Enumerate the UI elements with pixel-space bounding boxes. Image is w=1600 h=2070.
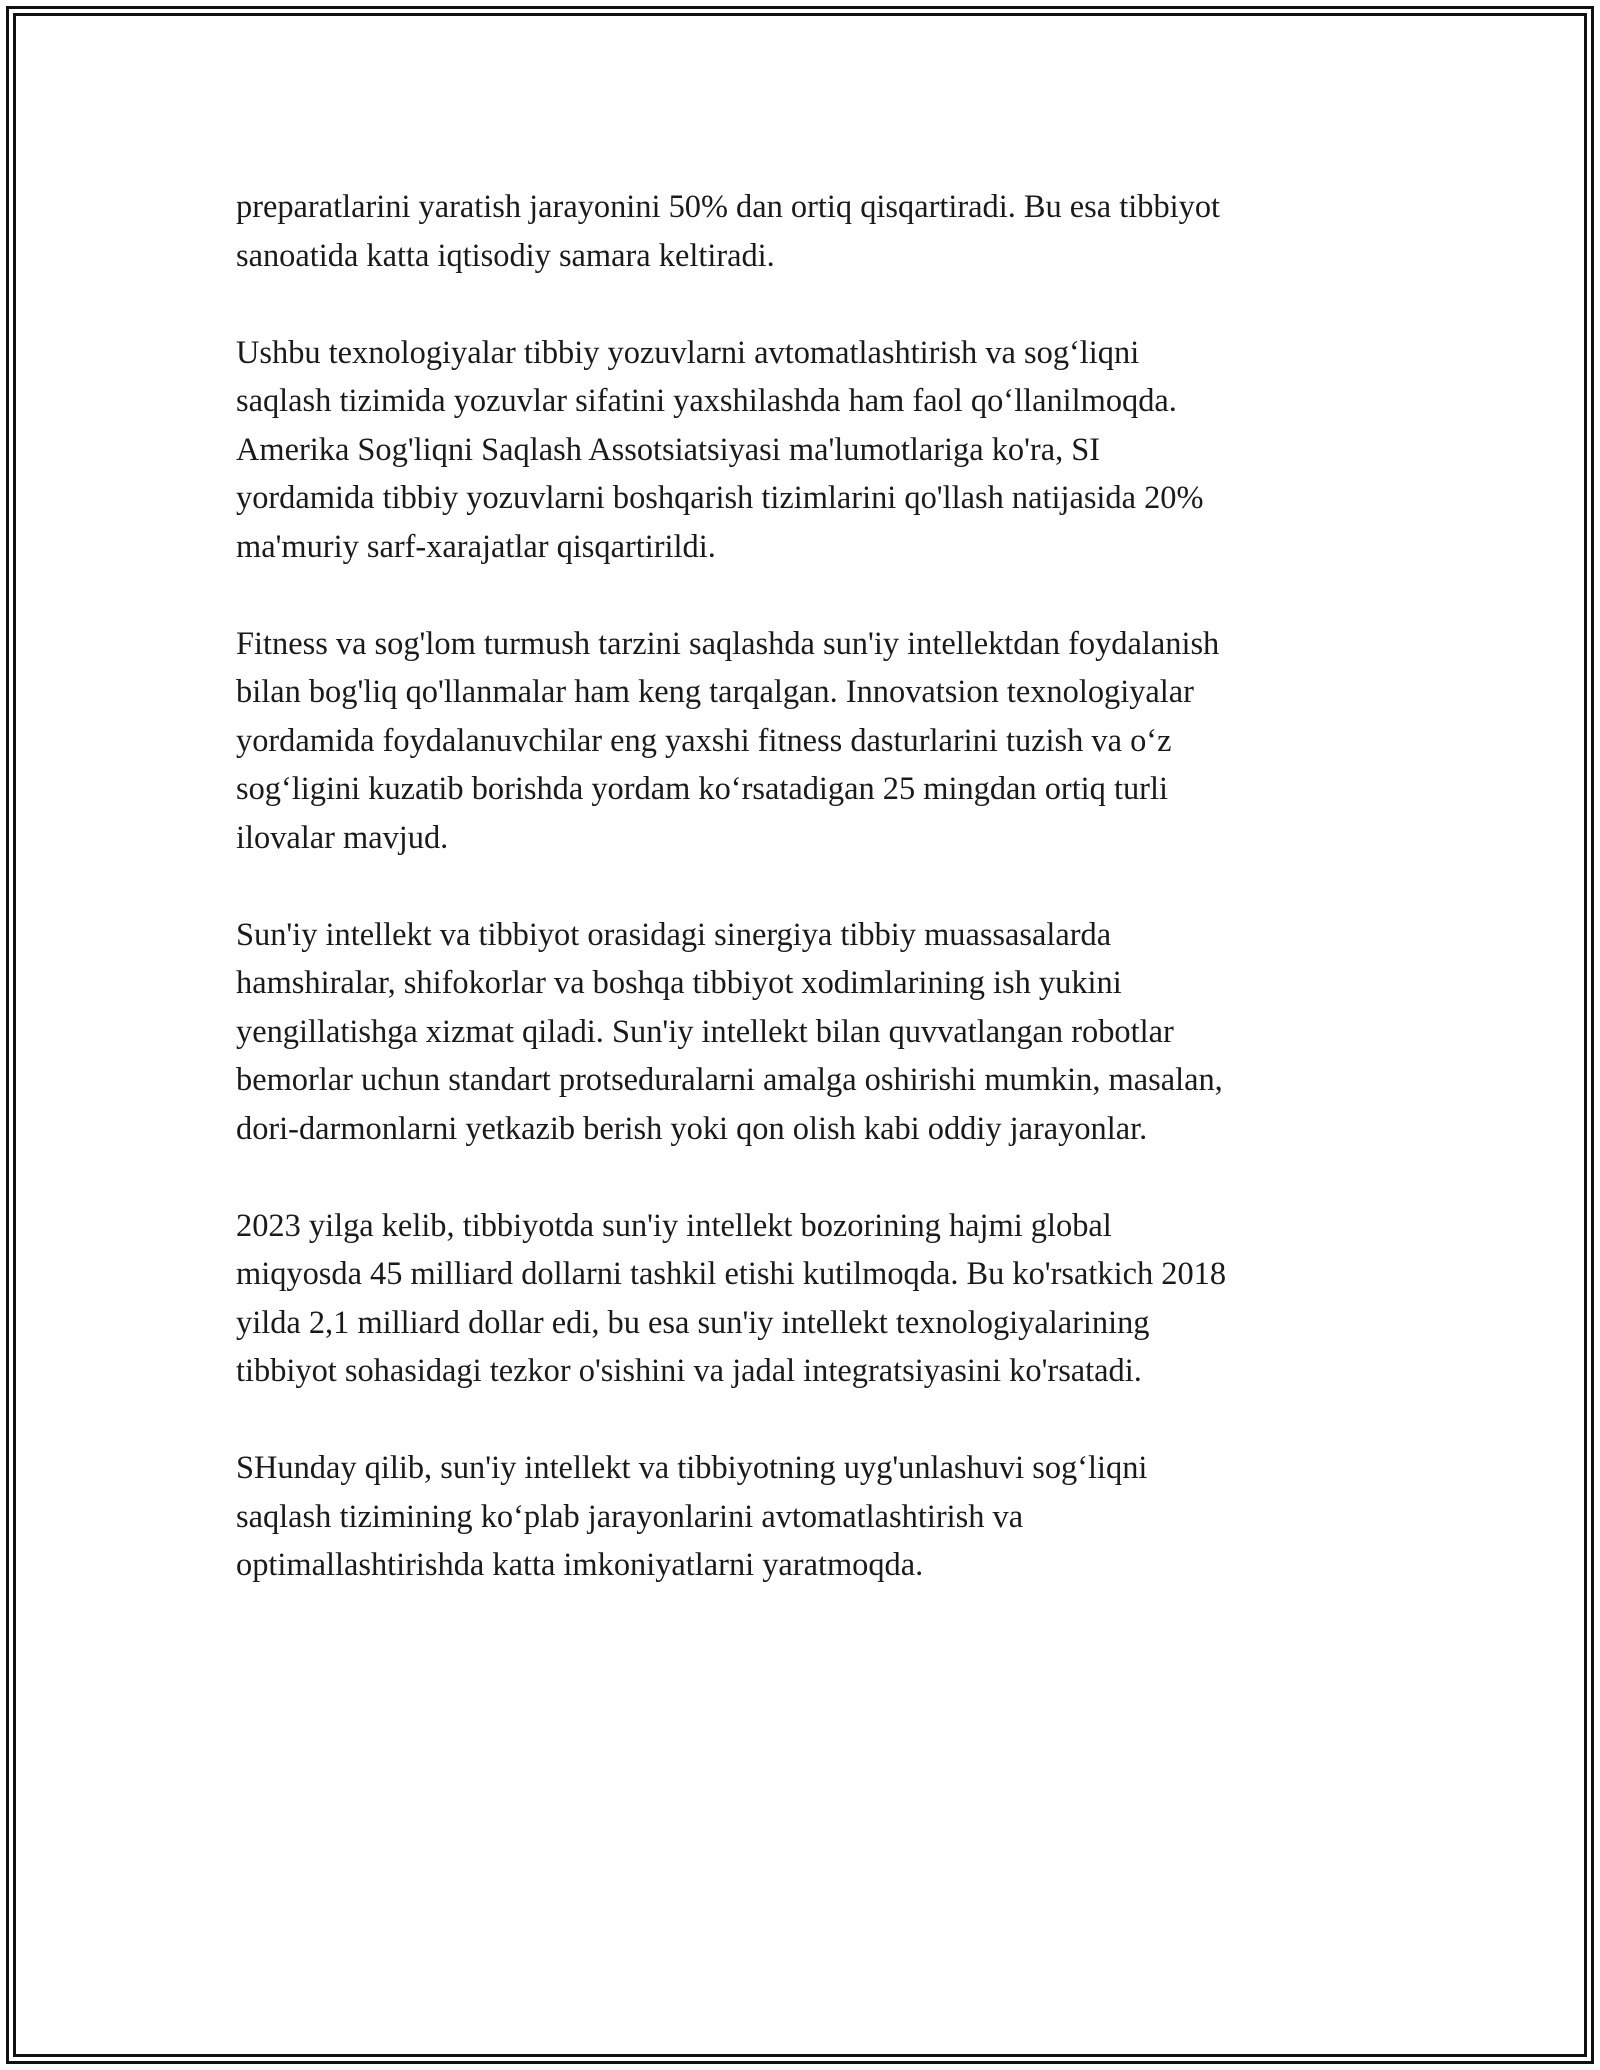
text-line: sanoatida katta iqtisodiy samara keltiradi.: [236, 237, 775, 274]
text-line: yengillatishga xizmat qiladi. Sun'iy intellekt bilan quvvatlangan robotlar: [236, 1013, 1174, 1050]
text-line: tibbiyot sohasidagi tezkor o'sishini va jadal integratsiyasini ko'rsatadi.: [236, 1353, 1142, 1389]
text-line: Fitness va sog'lom turmush tarzini saqlashda sun'iy intellektdan foydalanish: [236, 625, 1220, 662]
text-line: Ushbu texnologiyalar tibbiy yozuvlarni avtomatlashtirish va sog‘liqni: [236, 334, 1140, 371]
text-line: SHunday qilib, sun'iy intellekt va tibbiyotning uyg'unlashuvi sog‘liqni: [236, 1450, 1148, 1486]
document-body: [236, 183, 1376, 1638]
text-line: yilda 2,1 milliard dollar edi, bu esa sun'iy intellekt texnologiyalarining: [236, 1304, 1150, 1341]
paragraph-6: [236, 1444, 1376, 1590]
text-line: hamshiralar, shifokorlar va boshqa tibbiyot xodimlarining ish yukini: [236, 965, 1122, 1001]
text-line: Amerika Sog'liqni Saqlash Assotsiatsiyasi ma'lumotlariga ko'ra, SI: [236, 431, 1101, 468]
text-line: saqlash tizimining ko‘plab jarayonlarini avtomatlashtirish va: [236, 1498, 1024, 1535]
text-line: yordamida foydalanuvchilar eng yaxshi fitness dasturlarini tuzish va o‘z: [236, 722, 1172, 759]
paragraph-3: [236, 620, 1376, 863]
text-line: bilan bog'liq qo'llanmalar ham keng tarqalgan. Innovatsion texnologiyalar: [236, 674, 1194, 710]
text-line: miqyosda 45 milliard dollarni tashkil etishi kutilmoqda. Bu ko'rsatkich 2018: [236, 1256, 1227, 1292]
text-line: dori-darmonlarni yetkazib berish yoki qon olish kabi oddiy jarayonlar.: [236, 1110, 1148, 1147]
text-line: saqlash tizimida yozuvlar sifatini yaxshilashda ham faol qo‘llanilmoqda.: [236, 383, 1177, 419]
text-line: sog‘ligini kuzatib borishda yordam ko‘rsatadigan 25 mingdan ortiq turli: [236, 771, 1168, 807]
text-line: 2023 yilga kelib, tibbiyotda sun'iy intellekt bozorining hajmi global: [236, 1207, 1112, 1244]
text-line: yordamida tibbiy yozuvlarni boshqarish tizimlarini qo'llash natijasida 20%: [236, 480, 1204, 516]
paragraph-2: [236, 329, 1376, 572]
paragraph-1: [236, 183, 1376, 280]
text-line: preparatlarini yaratish jarayonini 50% dan ortiq qisqartiradi. Bu esa tibbiyot: [236, 189, 1221, 225]
paragraph-5: [236, 1202, 1376, 1396]
text-line: Sun'iy intellekt va tibbiyot orasidagi sinergiya tibbiy muassasalarda: [236, 916, 1112, 953]
text-line: ma'muriy sarf-xarajatlar qisqartirildi.: [236, 528, 716, 565]
paragraph-4: [236, 911, 1376, 1154]
text-line: optimallashtirishda katta imkoniyatlarni yaratmoqda.: [236, 1547, 924, 1583]
text-line: ilovalar mavjud.: [236, 819, 449, 856]
text-line: bemorlar uchun standart protseduralarni amalga oshirishi mumkin, masalan,: [236, 1062, 1223, 1098]
